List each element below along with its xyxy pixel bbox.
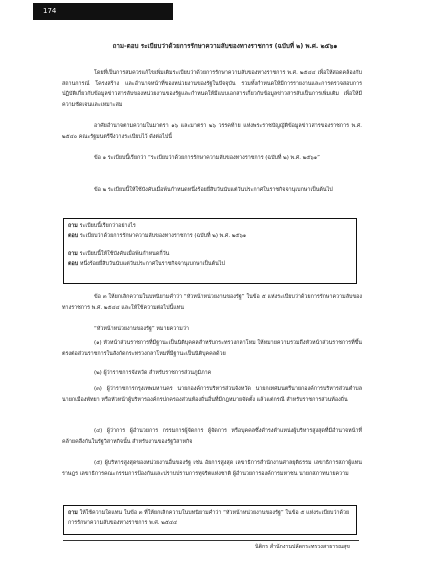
- qa-question-3: ถาม ให้ใช้ความใดแทน ในข้อ ๓ ที่ให้ยกเลิกความในบทนิยามคำว่า “หัวหน้าหน่วยงานของรัฐ” ในข้อ ๕ แห่งระเบียบว่าด้วยการรักษาความลับของทางราชการ พ.ศ. ๒๕๔๔: [68, 510, 350, 526]
- definition-heading: “หัวหน้าหน่วยงานของรัฐ” หมายความว่า: [94, 326, 189, 332]
- definition-item-3: (๓) ผู้ว่าราชการกรุงเทพมหานคร นายกองค์การบริหารส่วนจังหวัด นายกเทศมนตรีนายกองค์การบริหารส่วนตำบล นายกเมืองพัทยา หรือหัวหน้าผู้บริหารองค์กรปกครองส่วนท้องถิ่นอื่นที่มีกฎหมายจัดตั้ง แล้วแต่กรณี สำหรับราชการส่วนท้องถิ่น: [62, 386, 362, 403]
- qa-question-1: ถาม ระเบียบนี้เรียกว่าอย่างไร: [68, 223, 136, 229]
- authority-paragraph: อาศัยอำนาจตามความในมาตรา ๑๖ และมาตรา ๒๖ วรรคท้าย แห่งพระราชบัญญัติข้อมูลข่าวสารของราชการ พ.ศ. ๒๕๔๐ คณะรัฐมนตรีจึงวางระเบียบไว้ ดังต่อไปนี้: [62, 123, 362, 140]
- definition-item-2: (๒) ผู้ว่าราชการจังหวัด สำหรับราชการส่วนภูมิภาค: [94, 370, 212, 376]
- footer-divider: [63, 540, 359, 541]
- clause-2: ข้อ ๒ ระเบียบนี้ให้ใช้บังคับเมื่อพ้นกำหนดหนึ่งร้อยยี่สิบวันนับแต่วันประกาศในราชกิจจานุเบกษาเป็นต้นไป: [94, 187, 333, 193]
- document-title: ถาม-ตอบ ระเบียบว่าด้วยการรักษาความลับของทางราชการ (ฉบับที่ ๒) พ.ศ. ๒๕๖๑: [112, 43, 338, 50]
- intro-paragraph: โดยที่เป็นการสมควรแก้ไขเพิ่มเติมระเบียบว่าด้วยการรักษาความลับของทางราชการ พ.ศ. ๒๕๔๔ เพื่อให้สอดคล้องกับสถานการณ์ โครงสร้าง และอำนาจหน้าที่ของหน่วยงานของรัฐในปัจจุบัน รวมทั้งกำหนดให้มีการรายงานและการตรวจสอบการปฏิบัติเกี่ยวกับข้อมูลข่าวสารลับของหน่วยงานของรัฐและกำหนดให้มีแบบเอกสารเกี่ยวกับข้อมูลข่าวสารลับเป็นการเพิ่มเติม เพื่อให้มีความชัดเจนและเหมาะสม: [62, 70, 362, 108]
- definition-item-4: (๔) ผู้ว่าการ ผู้อำนวยการ กรรมการผู้จัดการ ผู้จัดการ หรือบุคคลซึ่งดำรงตำแหน่งผู้บริหารสูงสุดที่มีอำนาจหน้าที่คล้ายคลึงกันในรัฐวิสาหกิจนั้น สำหรับงานของรัฐวิสาหกิจ: [62, 428, 362, 445]
- qa-question-2: ถาม ระเบียบนี้ให้ใช้บังคับเมื่อพ้นกำหนดกี่วัน: [68, 251, 170, 257]
- clause-1: ข้อ ๑ ระเบียบนี้เรียกว่า “ระเบียบว่าด้วยการรักษาความลับของทางราชการ (ฉบับที่ ๒) พ.ศ. ๒๕๖๑”: [94, 155, 320, 161]
- qa-answer-2: ตอบ หนึ่งร้อยยี่สิบวันนับแต่วันประกาศในราชกิจจานุเบกษาเป็นต้นไป: [68, 261, 225, 267]
- definition-item-1: (๑) หัวหน้าส่วนราชการที่มีฐานะเป็นนิติบุคคลสำหรับกระทรวงกลาโหม ให้หมายความรวมถึงหัวหน้าส่วนราชการที่ขึ้นตรงต่อส่วนราชการในสังกัดกระทรวงกลาโหมที่มีฐานะเป็นนิติบุคคลด้วย: [62, 340, 362, 357]
- definition-item-5: (๕) ผู้บริหารสูงสุดของหน่วยงานอื่นของรัฐ เช่น อัยการสูงสุด เลขาธิการสำนักงานศาลยุติธรรม เลขาธิการสภาผู้แทนราษฎร เลขาธิการคณะกรรมการป้องกันและปราบปรามการทุจริตแห่งชาติ ผู้อำนวยการองค์การมหาชน นายกสภาทนายความ: [62, 460, 362, 477]
- footer-credit: นิติกร สำนักงานปลัดกระทรวงสาธารณสุข: [255, 544, 350, 550]
- qa-box-1: [63, 218, 357, 284]
- qa-box-2: [63, 505, 357, 535]
- page-number: 174: [33, 3, 173, 20]
- clause-3: ข้อ ๓ ให้ยกเลิกความในบทนิยามคำว่า “หัวหน้าหน่วยงานของรัฐ” ในข้อ ๕ แห่งระเบียบว่าด้วยการรักษาความลับของทางราชการ พ.ศ. ๒๕๔๔ และให้ใช้ความต่อไปนี้แทน: [62, 294, 362, 311]
- qa-answer-1: ตอบ ระเบียบว่าด้วยการรักษาความลับของทางราชการ (ฉบับที่ ๒) พ.ศ. ๒๕๖๑: [68, 233, 247, 239]
